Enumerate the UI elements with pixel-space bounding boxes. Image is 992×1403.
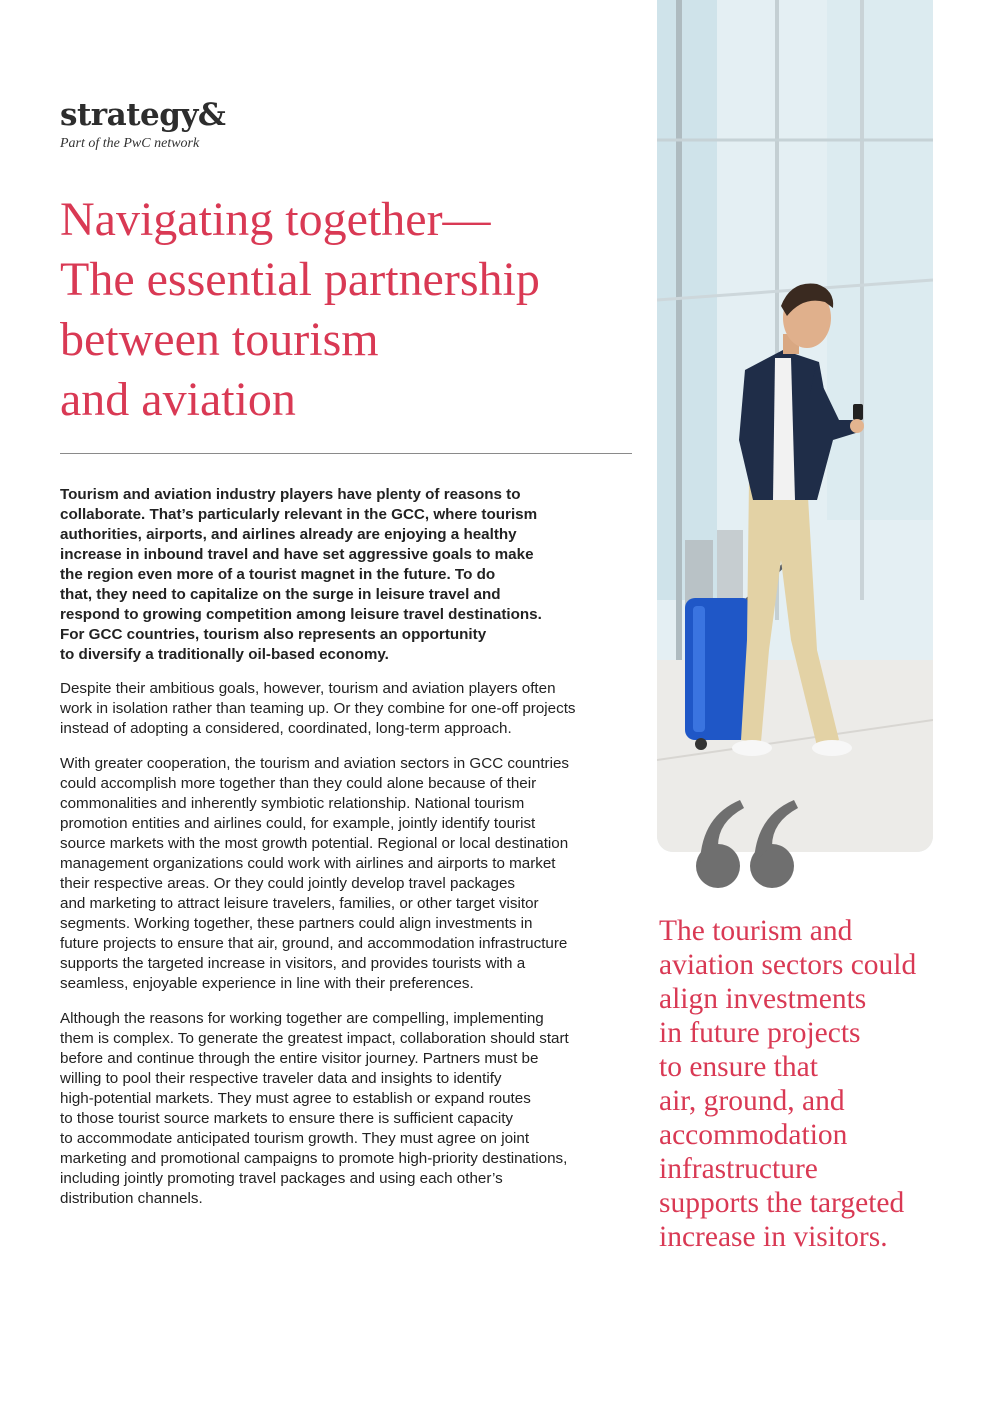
text-line: including jointly promoting travel packages and using each other’s (60, 1170, 503, 1187)
text-line: and marketing to attract leisure travelers, families, or other target visitor (60, 895, 539, 912)
text-line: willing to pool their respective traveler data and insights to identify (60, 1070, 502, 1087)
text-line: commonalities and inherently symbiotic relationship. National tourism (60, 795, 525, 812)
text-line: increase in inbound travel and have set aggressive goals to make (60, 546, 534, 563)
text-line: to accommodate anticipated tourism growth. They must agree on joint (60, 1130, 530, 1147)
text-line: instead of adopting a considered, coordinated, long-term approach. (60, 720, 512, 737)
pull-quote-line: increase in visitors. (659, 1221, 888, 1253)
text-line: work in isolation rather than teaming up. Or they combine for one-off projects (60, 700, 576, 717)
text-line: management organizations could work with airlines and airports to market (60, 855, 556, 872)
title-line: Navigating together— (60, 193, 491, 246)
logo-wordmark: strategy& (60, 97, 226, 133)
text-line: seamless, enjoyable experience in line with their preferences. (60, 975, 474, 992)
title-line: The essential partnership (60, 253, 540, 306)
text-line: the region even more of a tourist magnet in the future. To do (60, 566, 496, 583)
text-line: Despite their ambitious goals, however, tourism and aviation players often (60, 680, 556, 697)
text-line: them is complex. To generate the greatest impact, collaboration should start (60, 1030, 569, 1047)
quote-mark-icon (688, 790, 808, 900)
article-body (60, 485, 635, 1224)
title-divider (60, 453, 632, 454)
pull-quote-line: infrastructure (659, 1153, 818, 1185)
brand-logo (60, 96, 225, 152)
lead-paragraph (60, 485, 635, 665)
text-line: before and continue through the entire visitor journey. Partners must be (60, 1050, 539, 1067)
traveler-illustration (657, 0, 933, 852)
body-paragraph (60, 679, 635, 739)
pull-quote-line: in future projects (659, 1017, 861, 1049)
pull-quote-line: The tourism and (659, 915, 853, 947)
text-line: their respective areas. Or they could jointly develop travel packages (60, 875, 516, 892)
text-line: promotion entities and airlines could, for example, jointly identify tourist (60, 815, 536, 832)
pull-quote (659, 914, 959, 1254)
text-line: source markets with the most growth potential. Regional or local destination (60, 835, 569, 852)
text-line: For GCC countries, tourism also represents an opportunity (60, 626, 487, 643)
body-paragraph (60, 1009, 635, 1209)
text-line: future projects to ensure that air, ground, and accommodation infrastructure (60, 935, 568, 952)
traveler-photo (657, 0, 933, 852)
text-line: to those tourist source markets to ensure there is sufficient capacity (60, 1110, 514, 1127)
text-line: could accomplish more together than they could alone because of their (60, 775, 537, 792)
page-title (60, 190, 640, 430)
pull-quote-line: air, ground, and (659, 1085, 845, 1117)
text-line: With greater cooperation, the tourism and aviation sectors in GCC countries (60, 755, 570, 772)
text-line: Although the reasons for working together are compelling, implementing (60, 1010, 544, 1027)
text-line: marketing and promotional campaigns to promote high-priority destinations, (60, 1150, 568, 1167)
pull-quote-line: accommodation (659, 1119, 848, 1151)
text-line: respond to growing competition among leisure travel destinations. (60, 606, 542, 623)
title-line: and aviation (60, 373, 296, 426)
text-line: Tourism and aviation industry players have plenty of reasons to (60, 486, 521, 503)
text-line: authorities, airports, and airlines already are enjoying a healthy (60, 526, 517, 543)
pull-quote-line: aviation sectors could (659, 949, 917, 981)
logo-tagline: Part of the PwC network (60, 136, 200, 151)
text-line: that, they need to capitalize on the surge in leisure travel and (60, 586, 501, 603)
pull-quote-line: align investments (659, 983, 867, 1015)
text-line: to diversify a traditionally oil-based economy. (60, 646, 389, 663)
text-line: supports the targeted increase in visitors, and provides tourists with a (60, 955, 526, 972)
pull-quote-line: supports the targeted (659, 1187, 905, 1219)
text-line: distribution channels. (60, 1190, 203, 1207)
text-line: collaborate. That’s particularly relevant in the GCC, where tourism (60, 506, 538, 523)
title-line: between tourism (60, 313, 379, 366)
text-line: high-potential markets. They must agree to establish or expand routes (60, 1090, 531, 1107)
pull-quote-line: to ensure that (659, 1051, 818, 1083)
text-line: segments. Working together, these partners could align investments in (60, 915, 533, 932)
body-paragraph (60, 754, 635, 994)
